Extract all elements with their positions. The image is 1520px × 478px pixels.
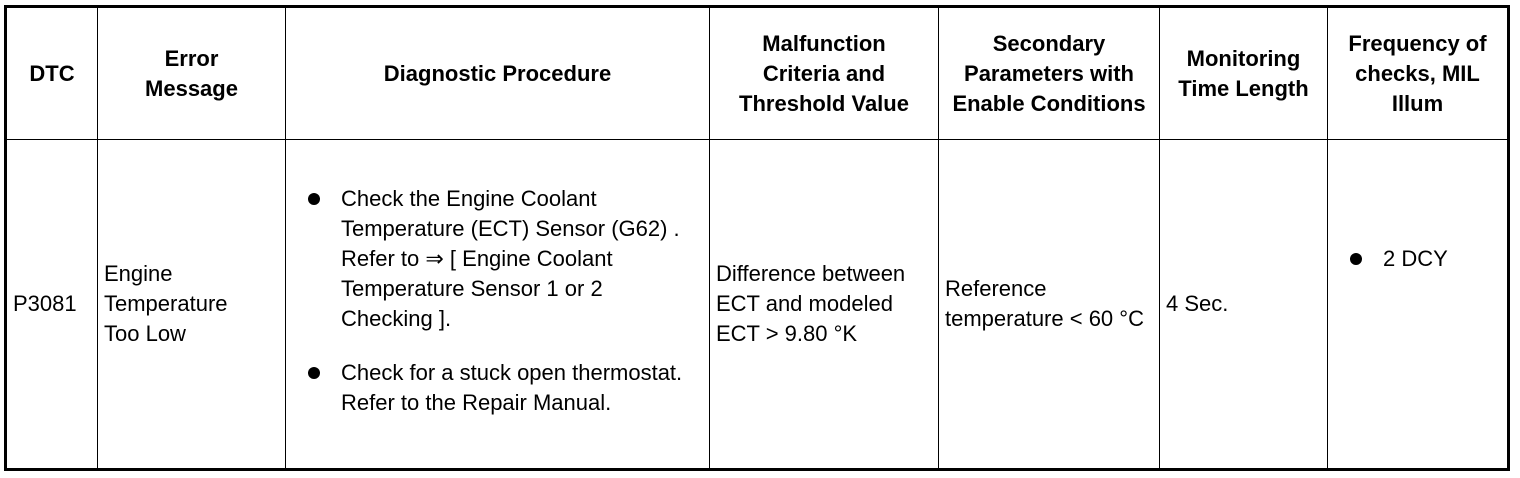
dtc-table-container	[4, 5, 1507, 471]
procedure-step	[308, 358, 699, 418]
cell-diagnostic-procedure	[286, 140, 710, 470]
header-malfunction-criteria-text: Malfunction Criteria and Threshold Value	[739, 30, 909, 116]
header-diagnostic-procedure: Diagnostic Procedure	[286, 7, 710, 140]
cell-error-message-text: Engine Temperature Too Low	[104, 261, 228, 346]
header-frequency	[1328, 7, 1509, 140]
cell-frequency	[1328, 140, 1509, 470]
cell-malfunction-criteria-text: Difference between ECT and modeled ECT > 9.80 °K	[716, 261, 906, 346]
header-error-message	[98, 7, 286, 140]
header-monitoring-time	[1160, 7, 1328, 140]
procedure-step-text: Check for a stuck open thermostat. Refer to the Repair Manual.	[341, 360, 683, 415]
header-monitoring-time-text: Monitoring Time Length	[1178, 45, 1309, 101]
header-secondary-parameters-text: Secondary Parameters with Enable Conditions	[952, 30, 1146, 116]
bullet-icon	[308, 193, 320, 205]
procedure-step-text: Check the Engine Coolant Temperature (ECT) Sensor (G62) . Refer to ⇒ [ Engine Coolant Temperature Sensor 1 or 2 Checking ].	[341, 186, 680, 331]
cell-malfunction-criteria	[710, 140, 939, 470]
header-malfunction-criteria	[710, 7, 939, 140]
cell-secondary-parameters	[939, 140, 1160, 470]
procedure-step	[308, 184, 699, 334]
frequency-list	[1350, 244, 1503, 274]
header-frequency-text: Frequency of checks, MIL Illum	[1348, 30, 1487, 116]
cell-monitoring-time: 4 Sec.	[1160, 140, 1328, 470]
table-row	[6, 140, 1509, 470]
frequency-text: 2 DCY	[1383, 246, 1448, 271]
cell-error-message	[98, 140, 286, 470]
dtc-table	[4, 5, 1510, 471]
header-error-message-text: Error Message	[145, 45, 238, 101]
header-secondary-parameters	[939, 7, 1160, 140]
cell-secondary-parameters-text: Reference temperature < 60 °C	[945, 276, 1144, 331]
header-row	[6, 7, 1509, 140]
bullet-icon	[1350, 253, 1362, 265]
cell-dtc: P3081	[6, 140, 98, 470]
header-dtc: DTC	[6, 7, 98, 140]
bullet-icon	[308, 367, 320, 379]
frequency-item	[1350, 244, 1503, 274]
procedure-list	[308, 184, 699, 418]
